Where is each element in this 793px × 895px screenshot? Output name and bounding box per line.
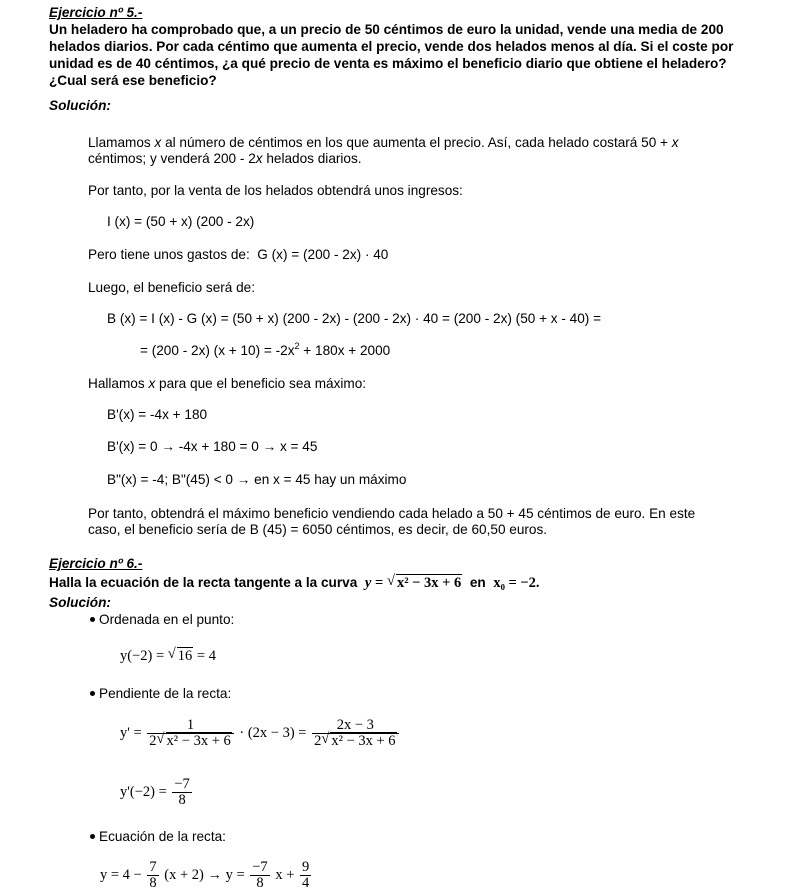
ex5-paragraph-6b: caso, el beneficio sería de B (45) = 6050 céntimos, es decir, de 60,50 euros. — [88, 522, 548, 537]
ex5-paragraph-2: Por tanto, por la venta de los helados obtendrá unos ingresos: — [88, 183, 463, 198]
ex5-solucion-heading: Solución: — [49, 98, 111, 113]
ex6-statement: Halla la ecuación de la recta tangente a la curva y = √ x² − 3x + 6 en x₀ = −2. — [49, 573, 540, 591]
ex5-paragraph-6a: Por tanto, obtendrá el máximo beneficio vendiendo cada helado a 50 + 45 céntimos de euro. En este — [88, 506, 696, 521]
ex6-bullet-pendiente: Pendiente de la recta: — [90, 686, 231, 701]
ex5-eq-derivada-2: B'(x) = 0 → -4x + 180 = 0 → x = 45 — [107, 439, 318, 454]
ex5-eq-derivada-1: B'(x) = -4x + 180 — [107, 407, 208, 422]
ex5-paragraph-3: Pero tiene unos gastos de: G (x) = (200 - 2x) · 40 — [88, 247, 389, 262]
ex5-title: Ejercicio nº 5.- — [49, 5, 143, 20]
ex5-statement: Un heladero ha comprobado que, a un precio de 50 céntimos de euro la unidad, vende una media de 200 helados diarios. Por cada céntimo que aumenta el precio, vende dos helados menos al día. Si el coste por unidad es de 40 céntimos, ¿a qué precio de venta es máximo el beneficio diario que obtiene el heladero? ¿Cual será ese beneficio? — [49, 22, 734, 88]
ex5-eq-ingresos: I (x) = (50 + x) (200 - 2x) — [107, 214, 255, 229]
ex6-solucion-heading: Solución: — [49, 595, 111, 610]
ex6-eq-pendiente: y' = 1 2 √ x² − 3x + 6 · (2x − 3) = 2x − 3 2 √ x² − 3x + 6 — [120, 718, 401, 749]
bullet-icon — [90, 691, 95, 696]
ex5-paragraph-1b: céntimos; y venderá 200 - 2x helados diarios. — [88, 151, 362, 166]
ex5-eq-beneficio-1: B (x) = I (x) - G (x) = (50 + x) (200 - 2x) - (200 - 2x) · 40 = (200 - 2x) (50 + x - 40) = — [107, 311, 602, 326]
ex5-paragraph-5: Hallamos x para que el beneficio sea máximo: — [88, 376, 367, 391]
ex6-eq-recta: y = 4 − $\frac{7}{8}$ (x + 2) → y = $\frac{-7}{8}$ x + $\frac{9}{4}$ — [100, 859, 310, 891]
ex6-eq-ordenada: y(−2) = √ 16 = 4 — [120, 646, 216, 664]
ex5-eq-beneficio-2: = (200 - 2x) $(x + 10) = -2x^2 + 180x + 2000$ — [140, 341, 391, 358]
ex6-bullet-ordenada: Ordenada en el punto: — [90, 612, 234, 627]
ex5-eq-derivada-3: B"(x) = -4; B"(45) < 0 → en x = 45 hay un máximo — [107, 472, 407, 487]
ex5-paragraph-1a: Llamamos x al número de céntimos en los que aumenta el precio. Así, cada helado costará 50 + x — [88, 135, 679, 150]
ex6-bullet-ecuacion: Ecuación de la recta: — [90, 829, 226, 844]
bullet-icon — [90, 617, 95, 622]
bullet-icon — [90, 834, 95, 839]
ex6-title: Ejercicio nº 6.- — [49, 556, 143, 571]
ex6-eq-valor-pendiente: y'(−2) = $\frac{-7}{8}$ — [120, 776, 190, 808]
ex5-paragraph-4: Luego, el beneficio será de: — [88, 280, 256, 295]
